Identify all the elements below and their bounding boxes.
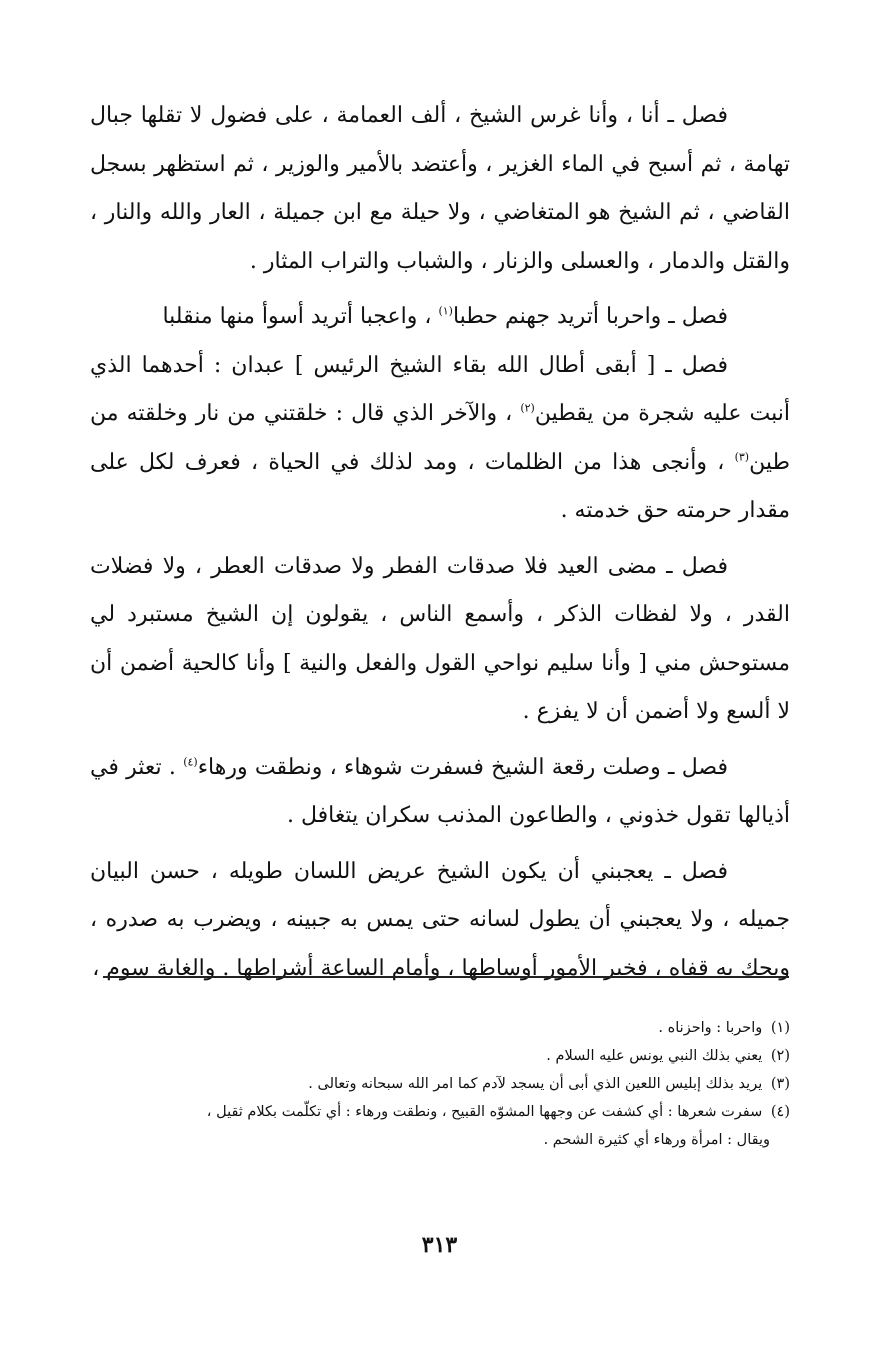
footnotes bbox=[90, 1014, 790, 1154]
footnote-2: (٢) يعني بذلك النبي يونس عليه السلام . bbox=[546, 1048, 790, 1064]
paragraph-3: فصل ـ [ أبقى أطال الله بقاء الشيخ الرئيس ] عبدان : أحدهما الذي أنبت عليه شجرة من يقطين$^{(٢)}$ ، والآخر الذي قال : خلقتني من نار وخلقته من طين$^{(٣)}$ ، وأنجى هذا من الظلمات ، ومد لذلك في الحياة ، فعرف لكل على مقدار حرمته حق خدمته . bbox=[90, 352, 790, 523]
footnote-4-continuation: ويقال : امرأة ورهاء أي كثيرة الشحم . bbox=[543, 1132, 770, 1148]
paragraph-4: فصل ـ مضى العيد فلا صدقات الفطر ولا صدقات العطر ، ولا فضلات القدر ، ولا لفظات الذكر ، وأسمع الناس ، يقولون إن الشيخ مستبرد لي مستوحش مني [ وأنا سليم نواحي القول والفعل والنية ] وأنا كالحية أضمن أن لا ألسع ولا أضمن أن لا يفزع . bbox=[90, 553, 790, 724]
footnote-3: (٣) يريد بذلك إبليس اللعين الذي أبى أن يسجد لآدم كما امر الله سبحانه وتعالى . bbox=[308, 1076, 790, 1092]
main-text bbox=[90, 92, 790, 993]
page-number: ٣١٣ bbox=[421, 1232, 458, 1258]
footnote-ref-2[interactable]: (٢) bbox=[520, 401, 535, 415]
footnote-ref-1[interactable]: (١) bbox=[438, 304, 453, 318]
footnote-1: (١) واحربا : واحزناه . bbox=[658, 1020, 790, 1036]
footnote-4: (٤) سفرت شعرها : أي كشفت عن وجهها المشوّه القبيح ، ونطقت ورهاء : أي تكلّمت بكلام ثقيل ، bbox=[206, 1104, 790, 1120]
paragraph-2: فصل ـ واحربا أتريد جهنم حطبا$^{(١)}$ ، واعجبا أتريد أسوأ منها منقلبا bbox=[162, 304, 728, 329]
paragraph-1: فصل ـ أنا ، وأنا غرس الشيخ ، ألف العمامة ، على فضول لا تقلها جبال تهامة ، ثم أسبح في الماء الغزير ، وأعتضد بالأمير والوزير ، ثم استظهر بسجل القاضي ، ثم الشيخ هو المتغاضي ، ولا حيلة مع ابن جميلة ، العار والله والنار ، والقتل والدمار ، والعسلى والزنار ، والشباب والتراب المثار . bbox=[90, 103, 790, 274]
footnote-divider bbox=[103, 976, 789, 978]
paragraph-6: فصل ـ يعجبني أن يكون الشيخ عريض اللسان طويله ، حسن البيان جميله ، ولا يعجبني أن يطول لسانه حتى يمس به جبينه ، ويضرب به صدره ، ويحك به قفاه ، فخير الأمور أوساطها ، وأمام الساعة أشراطها . والغاية سوم ، bbox=[90, 858, 790, 981]
footnote-ref-3[interactable]: (٣) bbox=[734, 450, 750, 464]
footnote-ref-4[interactable]: (٤) bbox=[183, 755, 198, 769]
paragraph-5: فصل ـ وصلت رقعة الشيخ فسفرت شوهاء ، ونطقت ورهاء$^{(٤)}$ . تعثر في أذيالها تقول خذوني ، والطاعون المذنب سكران يتغافل . bbox=[90, 754, 790, 828]
